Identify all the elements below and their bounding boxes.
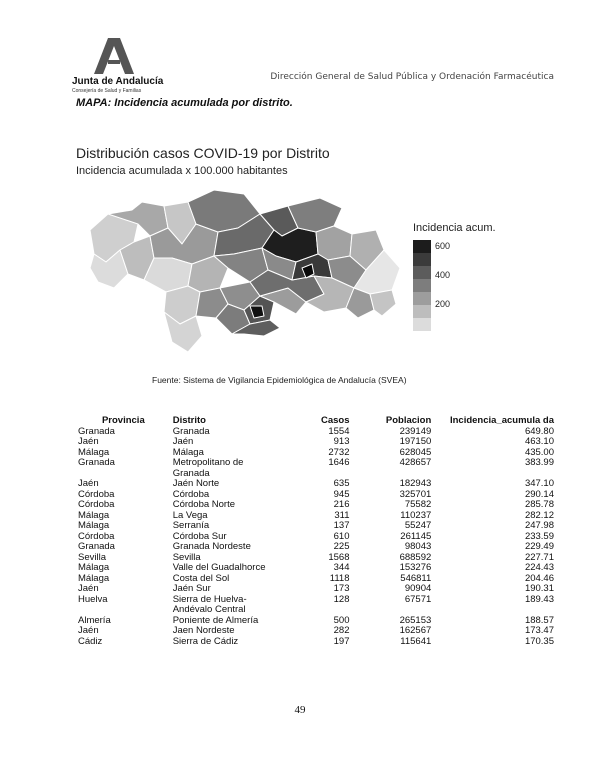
incidence-table <box>76 416 556 647</box>
cell-distrito: Sevilla <box>172 551 201 563</box>
legend-title: Incidencia acum. <box>413 222 496 234</box>
cell-casos: 137 <box>333 520 350 531</box>
cell-distrito: Jaén <box>172 436 194 447</box>
cell-distrito: Córdoba Sur <box>172 530 227 542</box>
cell-casos: 610 <box>333 530 350 542</box>
cell-poblacion: 688592 <box>399 551 432 563</box>
table-row <box>76 626 556 637</box>
cell-incidencia: 285.78 <box>524 499 554 510</box>
cell-poblacion: 261145 <box>400 530 432 542</box>
cell-provincia: Sevilla <box>78 551 106 563</box>
cell-incidencia: 227.71 <box>524 551 554 563</box>
legend-swatch <box>413 305 431 318</box>
cell-incidencia: 290.14 <box>524 488 554 500</box>
table-row <box>76 574 556 585</box>
cell-casos: 311 <box>334 509 350 521</box>
legend-swatch <box>413 240 431 253</box>
legend-swatch <box>413 292 431 305</box>
column-header-poblacion: Poblacion <box>385 415 432 426</box>
cell-incidencia: 173.47 <box>524 625 554 636</box>
cell-provincia: Jaén <box>78 478 99 489</box>
cell-casos: 500 <box>333 614 350 626</box>
cell-distrito: Valle del Guadalhorce <box>172 562 266 573</box>
cell-incidencia: 204.46 <box>524 572 554 584</box>
legend-swatch <box>413 279 431 292</box>
cell-distrito: Costa del Sol <box>172 572 230 584</box>
column-header-distrito: Distrito <box>172 415 206 426</box>
cell-casos: 913 <box>333 436 350 447</box>
map-subtitle: Incidencia acumulada x 100.000 habitantes <box>76 165 288 177</box>
cell-casos: 173 <box>333 583 350 594</box>
cell-distrito: Serranía <box>172 520 210 531</box>
cell-poblacion: 197150 <box>399 436 432 447</box>
cell-provincia: Jaén <box>78 436 99 447</box>
org-name: Junta de Andalucía <box>72 76 164 87</box>
table-row <box>76 437 556 448</box>
cell-poblacion: 115641 <box>400 635 432 647</box>
legend-tick-label: 200 <box>435 299 451 309</box>
header-department: Dirección General de Salud Pública y Ordenación Farmacéutica <box>270 72 554 82</box>
legend-swatch <box>413 266 431 279</box>
cell-incidencia: 347.10 <box>524 478 554 489</box>
cell-provincia: Almería <box>78 614 111 626</box>
cell-provincia: Huelva <box>78 593 108 605</box>
table-row <box>76 532 556 543</box>
cell-incidencia: 170.35 <box>524 635 554 647</box>
table-row <box>76 553 556 564</box>
cell-incidencia: 247.98 <box>524 520 554 531</box>
column-header-incidencia: Incidencia_acumula da <box>449 415 554 426</box>
cell-provincia: Córdoba <box>78 530 115 542</box>
cell-distrito: Málaga <box>172 446 204 458</box>
cell-casos: 1568 <box>328 551 350 563</box>
cell-provincia: Jaén <box>78 583 99 594</box>
cell-provincia: Granada <box>78 457 115 468</box>
cell-poblacion: 90904 <box>404 583 432 594</box>
cell-incidencia: 435.00 <box>524 446 554 458</box>
cell-casos: 128 <box>333 593 350 605</box>
cell-distrito: Metropolitano de Granada <box>172 457 244 479</box>
map-district <box>316 226 352 260</box>
legend-tick-label: 600 <box>435 241 451 251</box>
column-header-provincia: Provincia <box>101 415 145 426</box>
table-row <box>76 616 556 627</box>
org-subtitle: Consejería de Salud y Familias <box>72 88 142 94</box>
cell-distrito: Granada <box>172 425 210 437</box>
table-row <box>76 521 556 532</box>
cell-incidencia: 649.80 <box>524 425 554 437</box>
map-district <box>370 290 396 316</box>
cell-casos: 216 <box>333 499 350 510</box>
table-row <box>76 448 556 459</box>
map-legend <box>413 222 496 309</box>
page-number: 49 <box>294 704 306 716</box>
cell-poblacion: 75582 <box>404 499 432 510</box>
cell-poblacion: 546811 <box>400 572 432 584</box>
junta-a-logo-icon <box>94 38 134 74</box>
legend-swatch <box>413 318 431 331</box>
cell-distrito: Córdoba Norte <box>172 499 236 510</box>
cell-casos: 945 <box>333 488 350 500</box>
cell-provincia: Granada <box>78 541 115 552</box>
cell-poblacion: 628045 <box>399 446 432 458</box>
cell-incidencia: 282.12 <box>524 509 554 521</box>
table-row <box>76 542 556 553</box>
cell-provincia: Córdoba <box>78 499 115 510</box>
cell-casos: 344 <box>333 562 350 573</box>
cell-distrito: La Vega <box>172 509 208 521</box>
cell-casos: 282 <box>333 625 350 636</box>
table-row <box>76 458 556 479</box>
cell-distrito: Poniente de Almería <box>172 614 259 626</box>
map-title: Distribución casos COVID-19 por Distrito <box>76 145 330 161</box>
cell-provincia: Córdoba <box>78 488 115 500</box>
table-row <box>76 637 556 648</box>
table-row <box>76 500 556 511</box>
cell-casos: 2732 <box>328 446 350 458</box>
cell-provincia: Cádiz <box>78 635 103 647</box>
cell-casos: 1118 <box>329 572 350 584</box>
cell-provincia: Málaga <box>78 520 110 531</box>
cell-poblacion: 162567 <box>399 625 432 636</box>
column-header-casos: Casos <box>320 415 350 426</box>
table-row <box>76 490 556 501</box>
cell-poblacion: 325701 <box>399 488 432 500</box>
cell-distrito: Sierra de Huelva-Andévalo Central <box>172 593 247 615</box>
cell-incidencia: 463.10 <box>524 436 554 447</box>
cell-provincia: Jaén <box>78 625 99 636</box>
table-row <box>76 511 556 522</box>
andalucia-district-map <box>84 184 404 364</box>
cell-incidencia: 189.43 <box>524 593 554 605</box>
cell-casos: 1646 <box>328 457 350 468</box>
cell-provincia: Málaga <box>78 562 110 573</box>
junta-logo <box>72 38 162 94</box>
cell-incidencia: 383.99 <box>524 457 554 468</box>
cell-casos: 225 <box>333 541 350 552</box>
cell-provincia: Málaga <box>78 572 110 584</box>
cell-poblacion: 67571 <box>404 593 432 605</box>
cell-poblacion: 428657 <box>399 457 432 468</box>
cell-incidencia: 224.43 <box>524 562 554 573</box>
cell-poblacion: 98043 <box>404 541 432 552</box>
cell-provincia: Málaga <box>78 509 110 521</box>
cell-casos: 197 <box>333 635 350 647</box>
cell-poblacion: 265153 <box>399 614 432 626</box>
legend-tick-label: 400 <box>435 270 451 280</box>
map-source: Fuente: Sistema de Vigilancia Epidemiológica de Andalucía (SVEA) <box>152 375 407 385</box>
cell-poblacion: 55247 <box>404 520 432 531</box>
cell-incidencia: 188.57 <box>524 614 554 626</box>
legend-color-scale <box>413 240 431 331</box>
cell-distrito: Jaén Sur <box>172 583 211 594</box>
table-row <box>76 584 556 595</box>
cell-provincia: Málaga <box>78 446 110 458</box>
cell-provincia: Granada <box>78 425 115 437</box>
table-row <box>76 479 556 490</box>
table-row <box>76 595 556 616</box>
cell-casos: 635 <box>333 478 350 489</box>
cell-incidencia: 190.31 <box>524 583 554 594</box>
cell-distrito: Jaén Norte <box>172 478 220 489</box>
table-row <box>76 427 556 438</box>
cell-distrito: Granada Nordeste <box>172 541 251 552</box>
section-title: MAPA: Incidencia acumulada por distrito. <box>76 97 293 109</box>
cell-distrito: Sierra de Cádiz <box>172 635 239 647</box>
cell-poblacion: 110237 <box>400 509 432 521</box>
table-body <box>76 427 556 648</box>
cell-incidencia: 229.49 <box>524 541 554 552</box>
cell-distrito: Jaen Nordeste <box>172 625 235 636</box>
cell-poblacion: 182943 <box>399 478 432 489</box>
cell-incidencia: 233.59 <box>524 530 554 542</box>
legend-swatch <box>413 253 431 266</box>
table-header-row <box>76 416 556 427</box>
cell-poblacion: 153276 <box>399 562 432 573</box>
cell-casos: 1554 <box>328 425 350 437</box>
table-row <box>76 563 556 574</box>
cell-distrito: Córdoba <box>172 488 210 500</box>
cell-poblacion: 239149 <box>399 425 432 437</box>
